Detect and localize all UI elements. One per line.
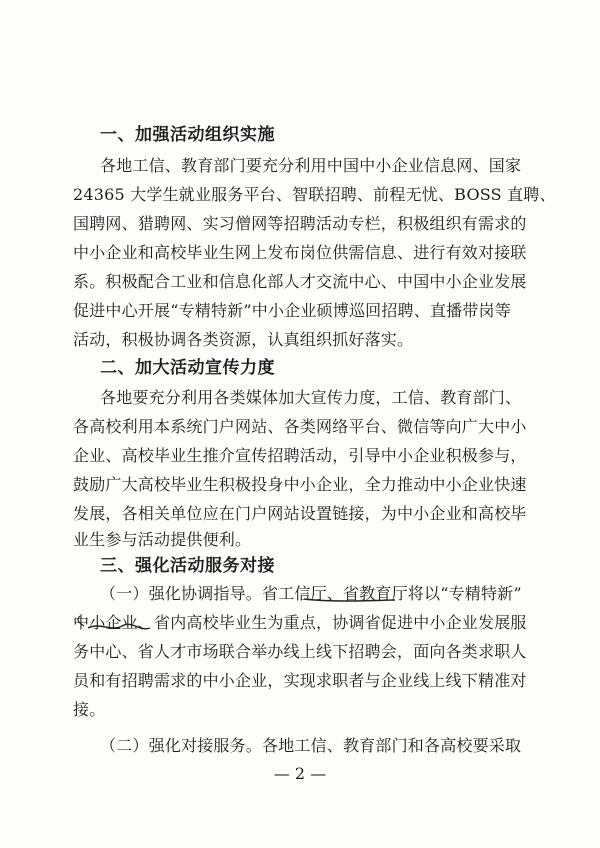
- page-number: — 2 —: [273, 764, 327, 783]
- paragraph-line: 促进中心开展“专精特新”中小企业硕博巡回招聘、直播带岗等: [73, 301, 511, 320]
- paragraph-line: 中小企业和高校毕业生网上发布岗位供需信息、进行有效对接联: [73, 243, 527, 262]
- paragraph-line: （一）强化协调指导。省工信厅、省教育厅将以“专精特新”: [100, 584, 522, 603]
- paragraph-line: 活动，积极协调各类资源，认真组织抓好落实。: [73, 330, 414, 349]
- section-heading-3: 三、强化活动服务对接: [100, 556, 275, 576]
- paragraph-line: 鼓励广大高校毕业生积极投身中小企业，全力推动中小企业快速: [73, 475, 527, 494]
- paragraph-line: 国聘网、猎聘网、实习僧网等招聘活动专栏，积极组织有需求的: [73, 214, 527, 233]
- paragraph-line: 业生参与活动提供便利。: [73, 530, 252, 549]
- paragraph-line: （二）强化对接服务。各地工信、教育部门和各高校要采取: [100, 736, 522, 755]
- paragraph-line: 员和有招聘需求的中小企业，实现求职者与企业线上线下精准对: [73, 671, 527, 690]
- paragraph-line: 企业、高校毕业生推介宣传招聘活动，引导中小企业积极参与，: [73, 446, 527, 465]
- paragraph-line: 务中心、省人才市场联合举办线上线下招聘会，面向各类求职人: [73, 642, 527, 661]
- paragraph-line: 各地工信、教育部门要充分利用中国中小企业信息网、国家: [100, 156, 522, 175]
- paragraph-line: 接。: [73, 700, 106, 719]
- paragraph-line: 中小企业、省内高校毕业生为重点，协调省促进中小企业发展服: [73, 613, 527, 632]
- paragraph-line: 24365 大学生就业服务平台、智联招聘、前程无忧、BOSS 直聘、: [73, 185, 556, 204]
- paragraph-line: 发展，各相关单位应在门户网站设置链接，为中小企业和高校毕: [73, 504, 527, 523]
- paragraph-line: 系。积极配合工业和信息化部人才交流中心、中国中小企业发展: [73, 272, 527, 291]
- section-heading-1: 一、加强活动组织实施: [100, 125, 275, 145]
- paragraph-line: 各地要充分利用各类媒体加大宣传力度，工信、教育部门、: [100, 388, 522, 407]
- section-heading-2: 二、加大活动宣传力度: [100, 358, 275, 378]
- paragraph-line: 各高校利用本系统门户网站、各类网络平台、微信等向广大中小: [73, 417, 527, 436]
